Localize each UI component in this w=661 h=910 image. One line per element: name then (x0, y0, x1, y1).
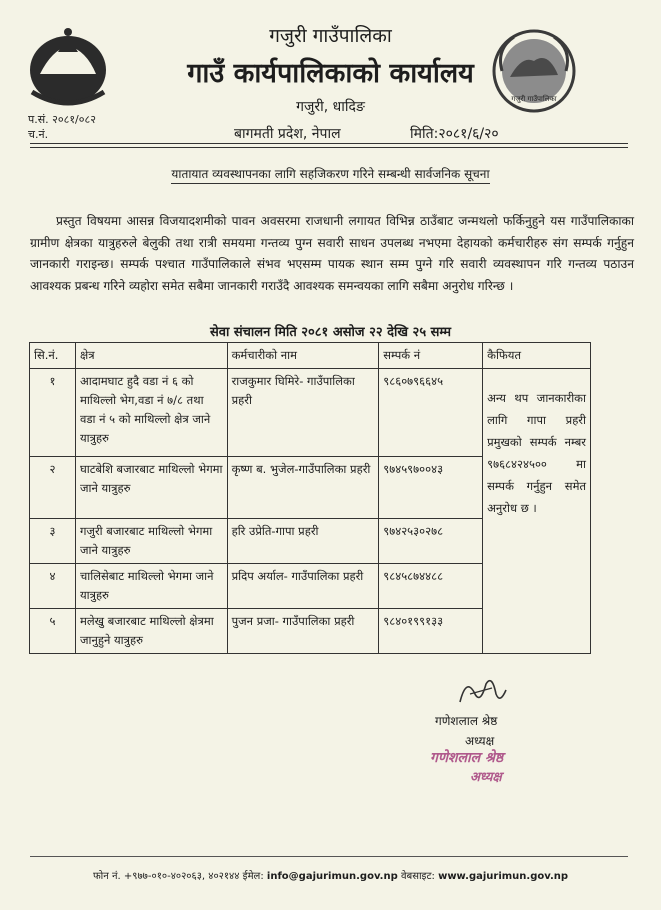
row-sn: ३ (30, 519, 76, 564)
row-contact: ९८४०१९९१३३ (379, 609, 483, 654)
stamp-title: अध्यक्ष (470, 770, 502, 785)
handwritten-signature-icon (452, 672, 512, 712)
table-header-row (30, 343, 591, 369)
row-sn: ५ (30, 609, 76, 654)
svg-text:गजुरी गाउँपालिका: गजुरी गाउँपालिका (511, 95, 557, 103)
row-contact: ९७४५९७००४३ (379, 457, 483, 519)
row-area: गजुरी बजारबाट माथिल्लो भेगमा जाने यात्रुहरु (75, 519, 227, 564)
row-sn: ४ (30, 564, 76, 609)
notice-date: मिति:२०८१/६/२० (410, 126, 499, 142)
footer-phone: फोन नं. +९७७-०१०-४०२०६३, ४०२१४४ (92, 871, 240, 882)
row-contact: ९७४२५३०२७८ (379, 519, 483, 564)
schedule-title: सेवा संचालन मिति २०८१ असोज २२ देखि २५ सम्म (209, 325, 452, 340)
row-area: घाटबेशि बजारबाट माथिल्लो भेगमा जाने यात्रुहरु (75, 457, 227, 519)
footer-email-label: ईमेल: (242, 871, 264, 882)
table-row (30, 369, 591, 457)
header-sn: सि.नं. (30, 343, 76, 369)
header-divider-thin (30, 147, 628, 148)
dispatch-number: च.नं. (28, 128, 49, 141)
footer-email: info@gajurimun.gov.np (266, 871, 398, 882)
row-staff: राजकुमार घिमिरे- गाउँपालिका प्रहरी (227, 369, 379, 457)
header-staff: कर्मचारीको नाम (227, 343, 379, 369)
row-remarks: अन्य थप जानकारीका लागि गापा प्रहरी प्रमुखको सम्पर्क नम्बर ९७६८४२४५०० मा सम्पर्क गर्नुहुन समेत अनुरोध छ । (483, 369, 591, 654)
signatory-title: अध्यक्ष (465, 734, 495, 748)
footer-website-label: वेबसाइट: (400, 871, 435, 882)
notice-body: प्रस्तुत विषयमा आसन्न विजयादशमीको पावन अवसरमा राजधानी लगायत विभिन्न ठाउँबाट जन्मथलो फर्किनुहुने यस गाउँपालिकाका ग्रामीण क्षेत्रका यात्रुहरुले बेलुकी तथा रात्री समयमा गन्तव्य पुग्न सवारी साधन उपलब्ध नभएमा देहायको कर्मचारीहरु संग सम्पर्क गर्नुहुन जानकारी गराइन्छ। सम्पर्क पश्चात गाउँपालिकाले संभव भएसम्म पायक स्थान सम्म पुग्ने गरि सवारी व्यवस्थापन गरि गन्तव्य पठाउन आवश्यक प्रबन्ध गरिने व्यहोरा समेत सबैमा जानकारी गराउँदै आवश्यक समन्वयका लागि सबैमा अनुरोध गरिन्छ । (30, 214, 634, 293)
row-staff: पुजन प्रजा- गाउँपालिका प्रहरी (227, 609, 379, 654)
signatory-name: गणेशलाल श्रेष्ठ (435, 714, 498, 728)
row-staff: हरि उप्रेति-गापा प्रहरी (227, 519, 379, 564)
header-divider (30, 143, 628, 144)
row-area: आदामघाट हुदै वडा नं ६ को माथिल्लो भेग,वडा नं ७/८ तथा वडा नं ५ को माथिल्लो क्षेत्र जाने यात्रुहरु (75, 369, 227, 457)
header-area: क्षेत्र (75, 343, 227, 369)
contact-table (29, 342, 591, 654)
header-contact: सम्पर्क नं (379, 343, 483, 369)
row-sn: २ (30, 457, 76, 519)
municipality-name: गजुरी गाउँपालिका (269, 25, 392, 47)
notice-subject: यातायात व्यवस्थापनका लागि सहजिकरण गरिने सम्बन्धी सार्वजनिक सूचना (0, 165, 661, 182)
row-sn: १ (30, 369, 76, 457)
footer-website: www.gajurimun.gov.np (438, 871, 569, 882)
reference-number: प.सं. २०८१/०८२ (28, 113, 96, 126)
row-staff: कृष्ण ब. भुजेल-गाउँपालिका प्रहरी (227, 457, 379, 519)
row-area: चालिसेबाट माथिल्लो भेगमा जाने यात्रुहरु (75, 564, 227, 609)
row-contact: ९८४५८७४४८८ (379, 564, 483, 609)
header-remarks: कैफियत (483, 343, 591, 369)
office-name: गाउँ कार्यपालिकाको कार्यालय (187, 58, 474, 89)
row-contact: ९८६०७९६६४५ (379, 369, 483, 457)
office-province: बागमती प्रदेश, नेपाल (234, 126, 341, 142)
stamp-name: गणेशलाल श्रेष्ठ (430, 750, 504, 766)
row-area: मलेखु बजारबाट माथिल्लो क्षेत्रमा जानुहुने यात्रुहरु (75, 609, 227, 654)
office-place: गजुरी, धादिङ (296, 99, 365, 115)
footer-divider (30, 856, 628, 857)
footer (0, 868, 661, 882)
row-staff: प्रदिप अर्याल- गाउँपालिका प्रहरी (227, 564, 379, 609)
